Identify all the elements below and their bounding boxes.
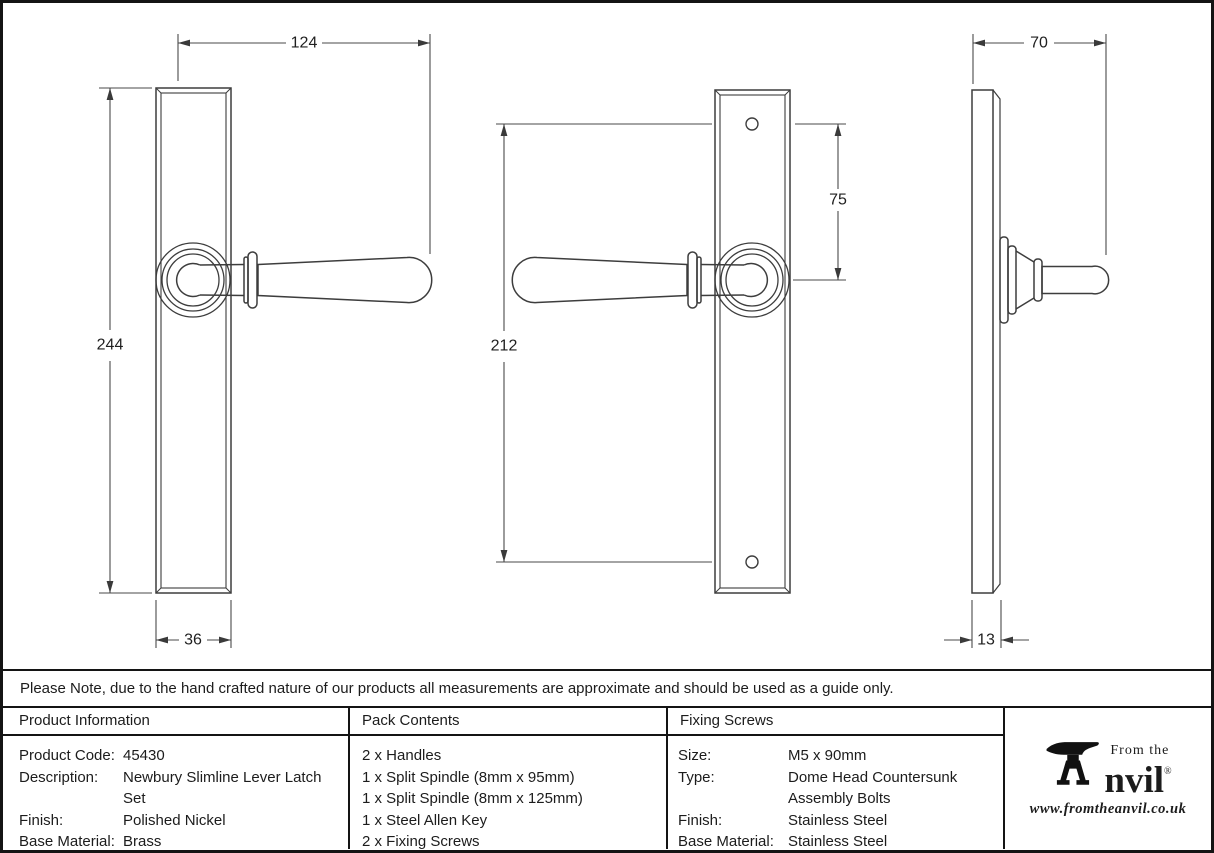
dimension-label-plate-thickness: 13 — [977, 631, 995, 649]
brand-website: www.fromtheanvil.co.uk — [1029, 801, 1187, 817]
dimension-label-projection: 70 — [1030, 34, 1048, 52]
backplate-bevel — [161, 93, 226, 588]
lever-handle — [512, 252, 767, 308]
row-label: Finish: — [678, 811, 723, 829]
row-value: Polished Nickel — [123, 811, 226, 829]
top-fixing-hole — [746, 118, 758, 130]
list-item: 1 x Split Spindle (8mm x 125mm) — [362, 790, 583, 807]
rose — [715, 243, 789, 317]
list-item: 1 x Steel Allen Key — [362, 811, 488, 829]
brand-prefix: From the — [1110, 743, 1170, 758]
technical-drawings-svg — [3, 3, 1211, 669]
lever-side-profile — [1000, 237, 1109, 323]
rose — [156, 243, 230, 317]
fixing-screws-column — [666, 708, 1003, 849]
brand-name-text: nvil — [1104, 760, 1165, 801]
row-label: Size: — [678, 747, 712, 764]
pack-contents-list — [350, 736, 666, 853]
product-information-body — [3, 736, 348, 853]
row-value: Stainless Steel — [788, 811, 888, 829]
row-label: Base Material: — [19, 833, 115, 850]
front-view-dimensions — [97, 34, 430, 649]
product-information-column — [3, 708, 348, 849]
row-value: Dome Head Countersunk — [788, 768, 958, 786]
row-value: M5 x 90mm — [788, 747, 867, 764]
list-item: 2 x Handles — [362, 747, 442, 764]
row-label: Description: — [19, 768, 99, 786]
bottom-fixing-hole — [746, 556, 758, 568]
handing-view-dimensions — [491, 124, 847, 562]
lever-handle — [177, 252, 432, 308]
backplate-bevel — [720, 95, 785, 588]
list-item: 2 x Fixing Screws — [362, 833, 480, 850]
backplate-side-bevel — [993, 90, 1000, 593]
row-value: Stainless Steel — [788, 833, 888, 850]
row-label — [678, 788, 788, 810]
brand-logo-cell — [1003, 708, 1211, 849]
brand-name — [1104, 757, 1172, 801]
row-value: Assembly Bolts — [788, 790, 891, 807]
spec-table — [3, 706, 1211, 849]
front-view-drawing — [156, 88, 432, 593]
list-item: 1 x Split Spindle (8mm x 95mm) — [362, 768, 575, 786]
technical-drawing-area — [3, 3, 1211, 669]
row-value: Brass — [123, 833, 162, 850]
side-view-dimensions — [944, 34, 1106, 649]
dimension-label-hole-spacing: 212 — [490, 337, 518, 355]
backplate-outline — [156, 88, 231, 593]
side-view-drawing — [972, 90, 1109, 593]
row-label: Finish: — [19, 811, 64, 829]
measurement-note-row — [3, 669, 1211, 706]
pack-contents-header: Pack Contents — [350, 708, 666, 736]
pack-contents-column — [348, 708, 666, 849]
measurement-note-text: Please Note, due to the hand crafted nature of our products all measurements are approximate and should be used as a guide only. — [20, 680, 894, 697]
dimension-label-width: 124 — [290, 34, 318, 52]
dimension-label-plate-width: 36 — [184, 631, 202, 649]
handing-view-drawing — [512, 90, 790, 593]
from-the-anvil-logo — [1030, 741, 1187, 818]
anvil-icon — [1044, 741, 1102, 787]
row-value: Newbury Slimline Lever Latch Set — [123, 768, 322, 807]
row-label: Type: — [678, 768, 715, 786]
dimension-label-height: 244 — [96, 336, 124, 354]
registered-trademark: ® — [1164, 766, 1172, 777]
fixing-screws-header: Fixing Screws — [668, 708, 1003, 736]
fixing-screws-body — [668, 736, 1003, 853]
backplate-outline — [715, 90, 790, 593]
row-value: 45430 — [123, 747, 165, 764]
row-label: Product Code: — [19, 747, 115, 764]
row-label: Base Material: — [678, 833, 774, 850]
dimension-label-hole-to-spindle: 75 — [829, 191, 847, 209]
backplate-side-outline — [972, 90, 993, 593]
product-information-header: Product Information — [3, 708, 348, 736]
